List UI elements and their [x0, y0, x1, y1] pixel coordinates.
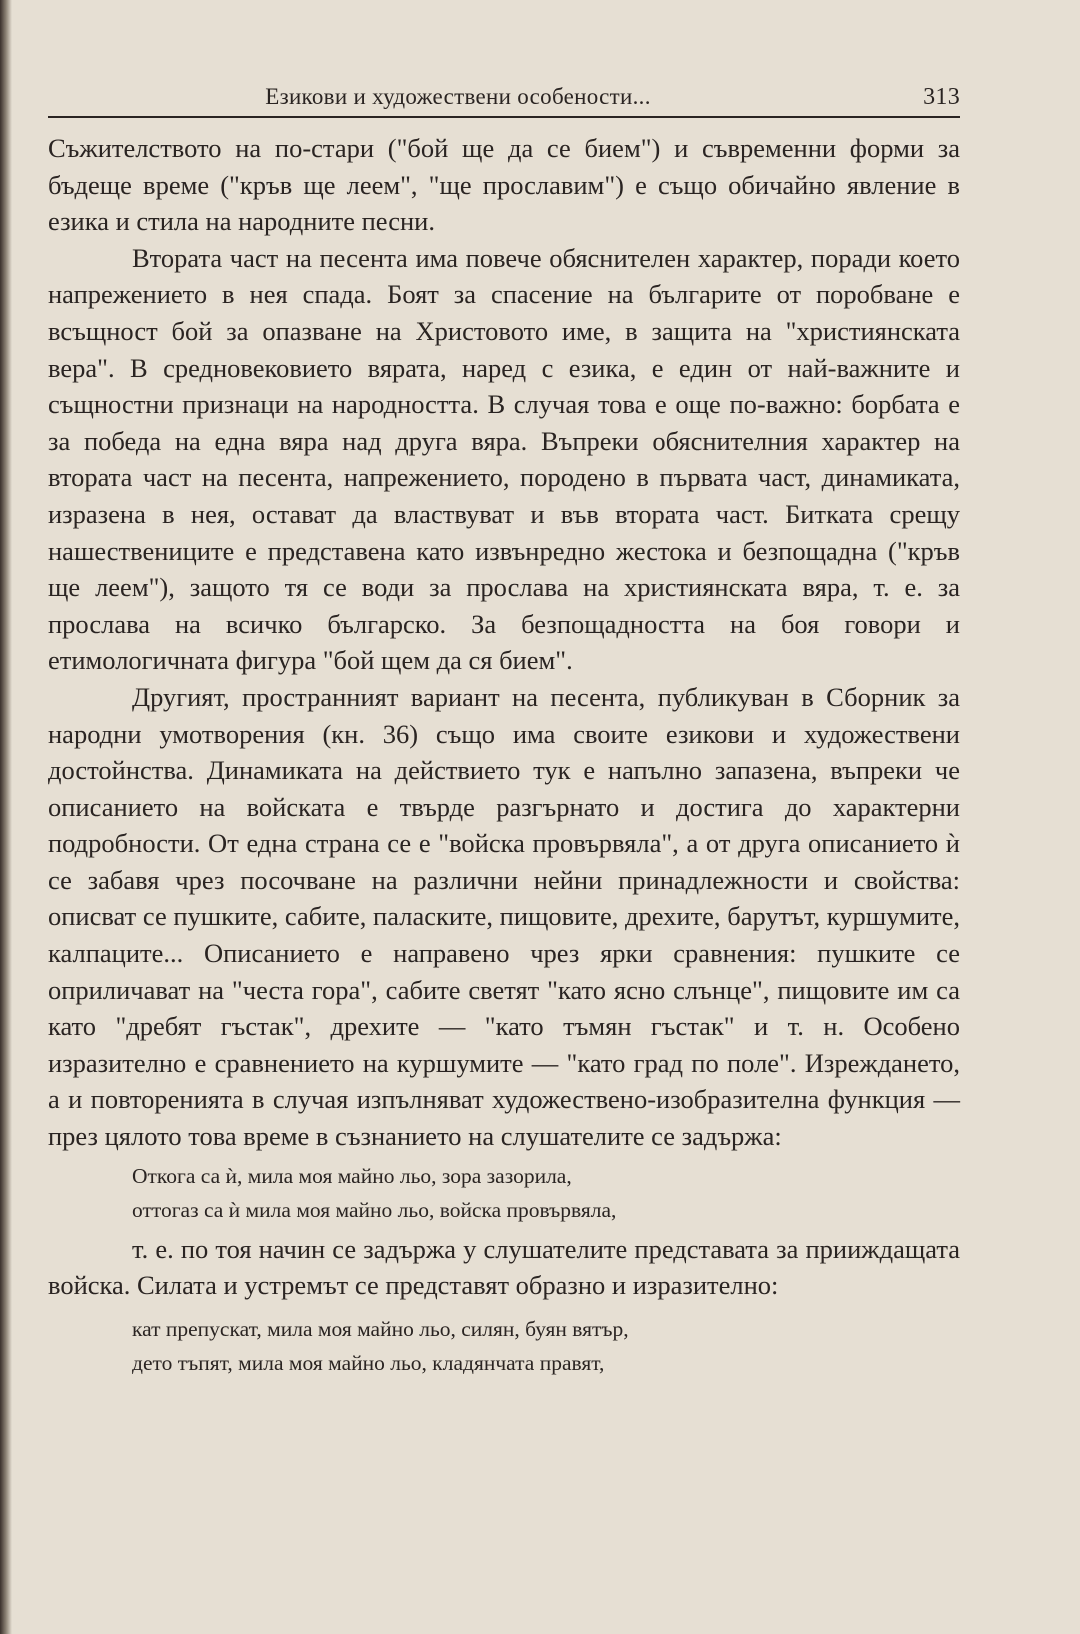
verse-line: оттогаз са ѝ мила моя майно льо, войска провървяла, [132, 1197, 617, 1222]
verse-line: кат препускат, мила моя майно льо, силян, буян вятър, [132, 1316, 629, 1341]
verse-line: дето тъпят, мила моя майно льо, кладянчата правят, [132, 1350, 605, 1375]
paragraph-1: Съжителството на по-стари ("бой ще да се бием") и съвременни форми за бъдеще време ("кръв ще леем", "ще прославим") е също обичайно явление в езика и стила на народните песни. [48, 133, 960, 237]
verse-quote-2 [132, 1312, 960, 1380]
paragraph-2: Втората част на песента има повече обяснителен характер, поради което напрежението в нея спада. Боят за спасение на българите от поробване е всъщност бой за опазване на Христовото име, в защита на "християнската вера". В средновековието вярата, наред с езика, е един от най-важните и същностни признаци на народността. В случая това е още по-важно: борбата е за победа на една вяра над друга вяра. Въпреки обяснителния характер на втората част на песента, напрежението, породено в първата част, динамиката, изразена в нея, остават да властвуват и във втората част. Битката срещу нашествениците е представена като извънредно жестока и безпощадна ("кръв ще леем"), защото тя се води за прослава на християнската вяра, т. е. за прослава на всичко българско. За безпощадността на боя говори и етимологичната фигура "бой щем да ся бием". [48, 242, 960, 676]
header-rule [48, 116, 960, 118]
paragraph-3: Другият, пространният вариант на песента, публикуван в Сборник за народни умотворения (кн. 36) също има своите езикови и художествени достойнства. Динамиката на действието тук е напълно запазена, въпреки че описанието на войската е твърде разгърнато и достига до характерни подробности. От една страна се е "войска провървяла", а от друга описанието ѝ се забавя чрез посочване на различни нейни принадлежности и свойства: описват се пушките, сабите, паласките, пищовите, дрехите, барутът, куршумите, калпаците... Описанието е направено чрез ярки сравнения: пушките се оприличават на "честа гора", сабите светят "като ясно слънце", пищовите им са като "дребят гъстак", дрехите — "като тъмян гъстак" и т. н. Особено изразително е сравнението на куршумите — "като град по поле". Изреждането, а и повторенията в случая изпълняват художествено-изобразителна функция — през цялото това време в съзнанието на слушателите се задържа: [48, 681, 960, 1152]
verse-line: Откога са ѝ, мила моя майно льо, зора зазорила, [132, 1163, 572, 1188]
book-page [48, 82, 960, 1382]
page-number: 313 [923, 84, 960, 110]
paragraph-4: т. е. по тоя начин се задържа у слушателите представата за прииждащата войска. Силата и устремът се представят образно и изразително: [48, 1233, 960, 1301]
running-header [48, 82, 960, 116]
page-spine-shadow [0, 0, 12, 1634]
verse-quote-1 [132, 1159, 960, 1227]
body-text [48, 130, 960, 1380]
running-title: Езикови и художествени особености... [265, 84, 651, 109]
